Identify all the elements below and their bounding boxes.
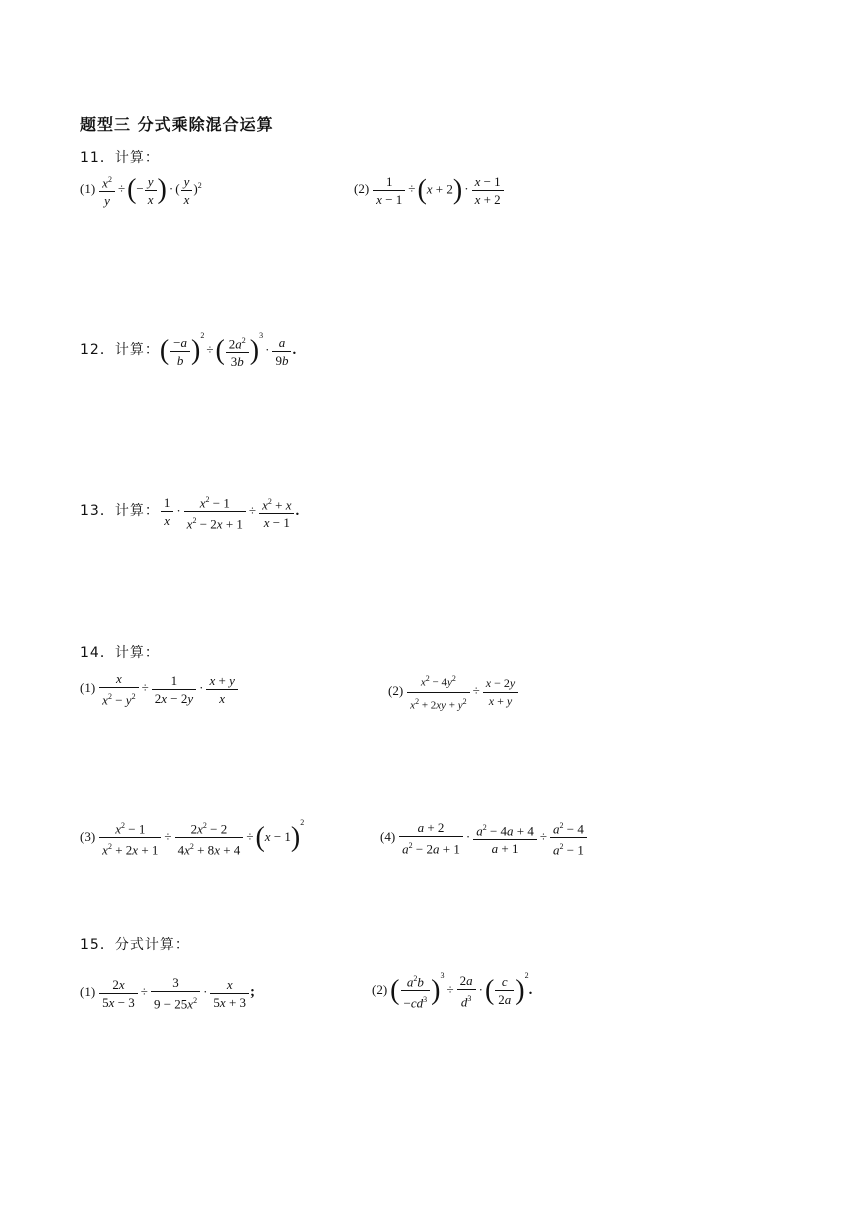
problem-11-part-2-expression: (2) $\frac{1}{x - 1}$ ÷(x + 2) · $\frac{x - 1}{x + 2}$ xyxy=(354,174,505,207)
problem-15-part-2-label: (2) xyxy=(372,981,388,997)
problem-12-label: 12．计算： xyxy=(80,342,160,359)
problem-14-part-2-expression: (2) $\frac{x^2 - 4y^2}{x^2 + 2xy + y^2}$ ÷ $\frac{x - 2y}{x + y}$ xyxy=(388,671,519,713)
problem-14-part-4-label: (4) xyxy=(380,828,396,844)
problem-13-expression: 13．计算： $\frac{1}{x}$ · $\frac{x^2 - 1}{x^2 - 2x + 1}$ ÷ $\frac{x^2 + x}{x - 1}$ . xyxy=(80,495,300,532)
problem-14-part-3-label: (3) xyxy=(80,828,96,844)
problem-11-part-1-expression: (1) $\frac{x^2}{y}$ ÷(− $\frac{y}{x}$ ) · ( $\frac{y}{x}$ )$^2$ xyxy=(80,173,202,209)
problem-12-expression: 12．计算：( $\frac{-a}{b}$ )$^2$÷( $\frac{2a^2}{3b}$ )$^3$· $\frac{a}{9b}$ . xyxy=(80,331,297,370)
problem-11-part-1-label: (1) xyxy=(80,181,96,197)
problem-14-label: 14．计算： xyxy=(80,645,160,661)
problem-14-part-1-expression: (1) $\frac{x}{x^2 - y^2}$ ÷ $\frac{1}{2x - 2y}$ · $\frac{x + y}{x}$ xyxy=(80,671,239,707)
problem-11-label: 11．计算： xyxy=(80,150,160,166)
problem-14-part-1-label: (1) xyxy=(80,680,96,696)
problem-15-part-1-label: (1) xyxy=(80,984,96,1000)
problem-15-part-2-expression: (2) ( $\frac{a^2b}{-cd^3}$ )$^3$÷ $\frac{2a}{d^3}$ ·( $\frac{c}{2a}$ )$^2$. xyxy=(372,970,533,1011)
problem-14-part-2-label: (2) xyxy=(388,683,404,699)
problem-14-part-4-expression: (4) $\frac{a + 2}{a^2 - 2a + 1}$ · $\frac{a^2 - 4a + 4}{a + 1}$ ÷ $\frac{a^2 - 4}{a^2 - 1}$ xyxy=(380,818,588,858)
problem-14-part-3-expression: (3) $\frac{x^2 - 1}{x^2 + 2x + 1}$ ÷ $\frac{2x^2 - 2}{4x^2 + 8x + 4}$ $\div(x - 1)^2$ xyxy=(80,817,305,858)
problem-11-part-2-label: (2) xyxy=(354,181,370,197)
problem-13-label: 13．计算： xyxy=(80,502,160,519)
problem-15-part-1-expression: (1) $\frac{2x}{5x - 3}$ ÷ $\frac{3}{9 - 25x^2}$ · $\frac{x}{5x + 3}$ ; xyxy=(80,975,256,1012)
problem-15-label: 15．分式计算： xyxy=(80,937,190,953)
section-title: 题型三 分式乘除混合运算 xyxy=(80,115,274,134)
